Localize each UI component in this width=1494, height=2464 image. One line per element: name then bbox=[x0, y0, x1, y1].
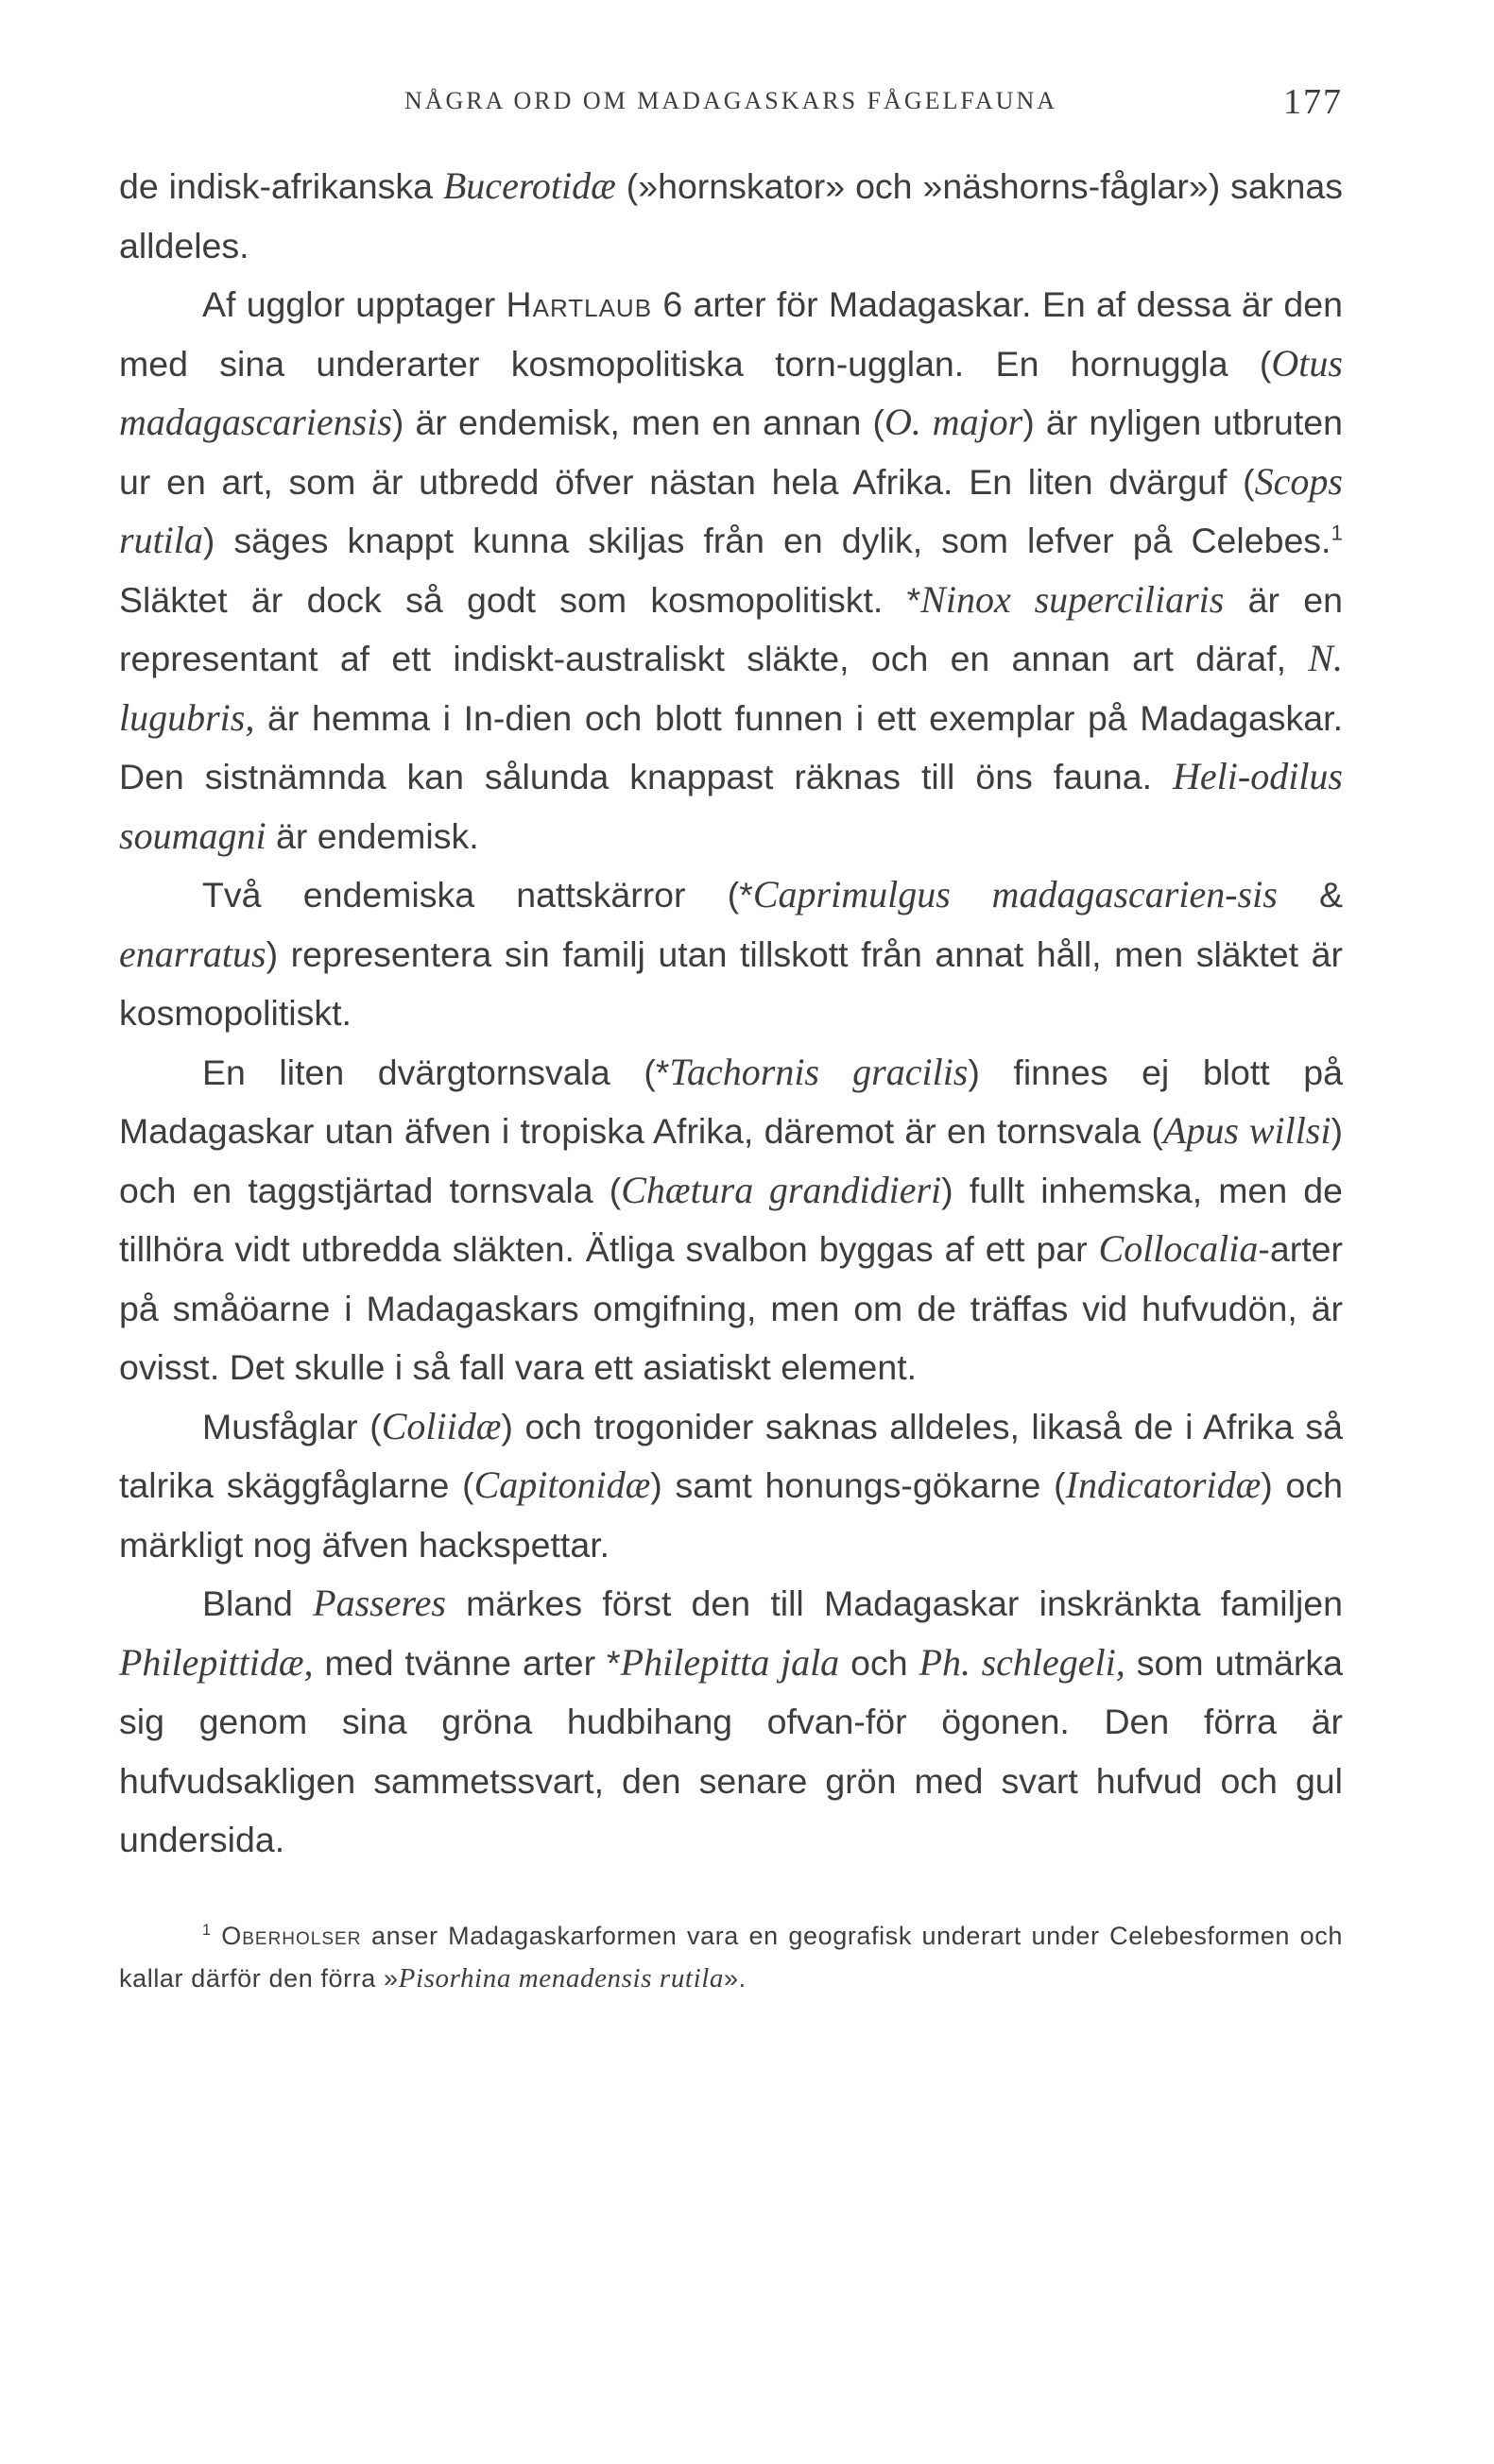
text-run: och bbox=[839, 1642, 919, 1683]
italic-taxon: Tachornis gracilis bbox=[669, 1050, 969, 1093]
italic-taxon: Bucerotidæ bbox=[442, 164, 616, 207]
text-run: ) är endemisk, men en annan ( bbox=[391, 402, 885, 442]
text-run: Släktet är dock så godt som kosmopolitiskt. * bbox=[119, 579, 921, 620]
text-run: ) finnes ej blott på Madagaskar utan äfven i tropiska Afrika, däremot är en tornsvala ( bbox=[119, 1052, 1343, 1151]
text-run: är endemisk. bbox=[266, 815, 479, 856]
text-run: med tvänne arter * bbox=[313, 1642, 621, 1683]
text-run: ) och trogonider saknas alldeles, likaså de i Afrika så talrika skäggfåglarne ( bbox=[119, 1406, 1343, 1505]
book-page bbox=[119, 66, 1343, 2000]
text-run: & bbox=[1277, 875, 1343, 915]
text-run: anser Madagaskarformen vara en geografisk underart under Celebesformen och kallar därför den förra » bbox=[119, 1921, 1343, 1993]
text-run: Två endemiska nattskärror (* bbox=[202, 875, 753, 915]
italic-taxon: Caprimulgus madagascarien-sis bbox=[752, 873, 1278, 915]
paragraph bbox=[119, 1397, 1343, 1575]
italic-taxon: Pisorhina menadensis rutila bbox=[398, 1962, 724, 1993]
footnote-marker: 1 bbox=[1331, 521, 1343, 545]
paragraph bbox=[119, 865, 1343, 1043]
text-run: ) och en taggstjärtad tornsvala ( bbox=[119, 1111, 1343, 1210]
footnotes bbox=[119, 1915, 1343, 2000]
italic-taxon: Philepittidæ, bbox=[119, 1640, 314, 1684]
text-run: som utmärka sig genom sina gröna hudbihang ofvan-för ögonen. Den förra är hufvudsakligen sammetssvart, den senare grön med svart hufvud och gul undersida. bbox=[119, 1642, 1343, 1859]
italic-taxon: Indicatoridæ bbox=[1065, 1463, 1262, 1506]
paragraph bbox=[119, 1043, 1343, 1397]
italic-taxon: Passeres bbox=[313, 1582, 446, 1624]
italic-taxon: Capitonidæ bbox=[473, 1463, 651, 1506]
italic-taxon: Heli-odilus soumagni bbox=[119, 755, 1343, 857]
italic-taxon: Chætura grandidieri bbox=[621, 1168, 942, 1211]
italic-taxon: Otus madagascariensis bbox=[119, 341, 1343, 443]
text-run: de indisk-afrikanska bbox=[119, 166, 443, 206]
text-run: Bland bbox=[202, 1583, 314, 1623]
author-name: Oberholser bbox=[221, 1921, 362, 1950]
italic-taxon: Scops rutila bbox=[119, 459, 1343, 561]
italic-taxon: enarratus bbox=[119, 932, 266, 975]
text-run bbox=[212, 1922, 222, 1950]
text-run: En liten dvärgtornsvala (* bbox=[202, 1052, 670, 1092]
footnote bbox=[119, 1915, 1343, 2000]
text-run: är hemma i In-dien och blott funnen i ett exemplar på Madagaskar. Den sistnämnda kan sålunda knappast räknas till öns fauna. bbox=[119, 697, 1343, 796]
text-run: ) samt honungs-gökarne ( bbox=[650, 1465, 1066, 1505]
paragraph bbox=[119, 275, 1343, 865]
text-run: ) och märkligt nog äfven hackspettar. bbox=[119, 1465, 1343, 1565]
footnote-marker: 1 bbox=[202, 1921, 212, 1939]
italic-taxon: O. major bbox=[884, 401, 1023, 443]
text-run: (»hornskator» och »näshorns-fåglar») saknas alldeles. bbox=[119, 166, 1343, 265]
italic-taxon: N. lugubris, bbox=[119, 637, 1343, 739]
italic-taxon: Ph. schlegeli, bbox=[919, 1640, 1125, 1684]
body-text bbox=[119, 157, 1343, 1870]
text-run: ) representera sin familj utan tillskott från annat håll, men släktet är kosmopolitiskt. bbox=[119, 933, 1343, 1033]
text-run: ) säges knappt kunna skiljas från en dylik, som lefver på Celebes. bbox=[202, 521, 1331, 560]
text-run: ) fullt inhemska, men de tillhöra vidt utbredda släkten. Ätliga svalbon byggas af ett par bbox=[119, 1170, 1343, 1269]
text-run: märkes först den till Madagaskar inskränkta familjen bbox=[445, 1583, 1343, 1623]
italic-taxon: Coliidæ bbox=[381, 1404, 502, 1447]
italic-taxon: Apus willsi bbox=[1162, 1109, 1331, 1152]
text-run: ». bbox=[724, 1963, 747, 1993]
author-name: Hartlaub bbox=[506, 284, 653, 324]
italic-taxon: Collocalia bbox=[1098, 1227, 1259, 1270]
text-run: -arter på småöarne i Madagaskars omgifning, men om de träffas vid hufvudön, är ovisst. Det skulle i så fall vara ett asiatiskt element. bbox=[119, 1229, 1343, 1387]
paragraph bbox=[119, 1574, 1343, 1870]
italic-taxon: Philepitta jala bbox=[620, 1640, 840, 1684]
running-head bbox=[119, 74, 1343, 130]
text-run: Af ugglor upptager bbox=[202, 284, 507, 324]
running-title: NÅGRA ORD OM MADAGASKARS FÅGELFAUNA bbox=[404, 87, 1058, 114]
text-run: Musfåglar ( bbox=[202, 1406, 382, 1446]
paragraph bbox=[119, 157, 1343, 275]
italic-taxon: Ninox superciliaris bbox=[920, 577, 1225, 621]
page-number: 177 bbox=[1283, 82, 1343, 122]
text-run: är en representant af ett indiskt-australiskt släkte, och en annan art däraf, bbox=[119, 579, 1343, 678]
text-run: 6 arter för Madagaskar. En af dessa är den med sina underarter kosmopolitiska torn-ugglan. En hornuggla ( bbox=[119, 284, 1343, 384]
text-run: ) är nyligen utbruten ur en art, som är utbredd öfver nästan hela Afrika. En liten dvärguf ( bbox=[119, 402, 1344, 502]
